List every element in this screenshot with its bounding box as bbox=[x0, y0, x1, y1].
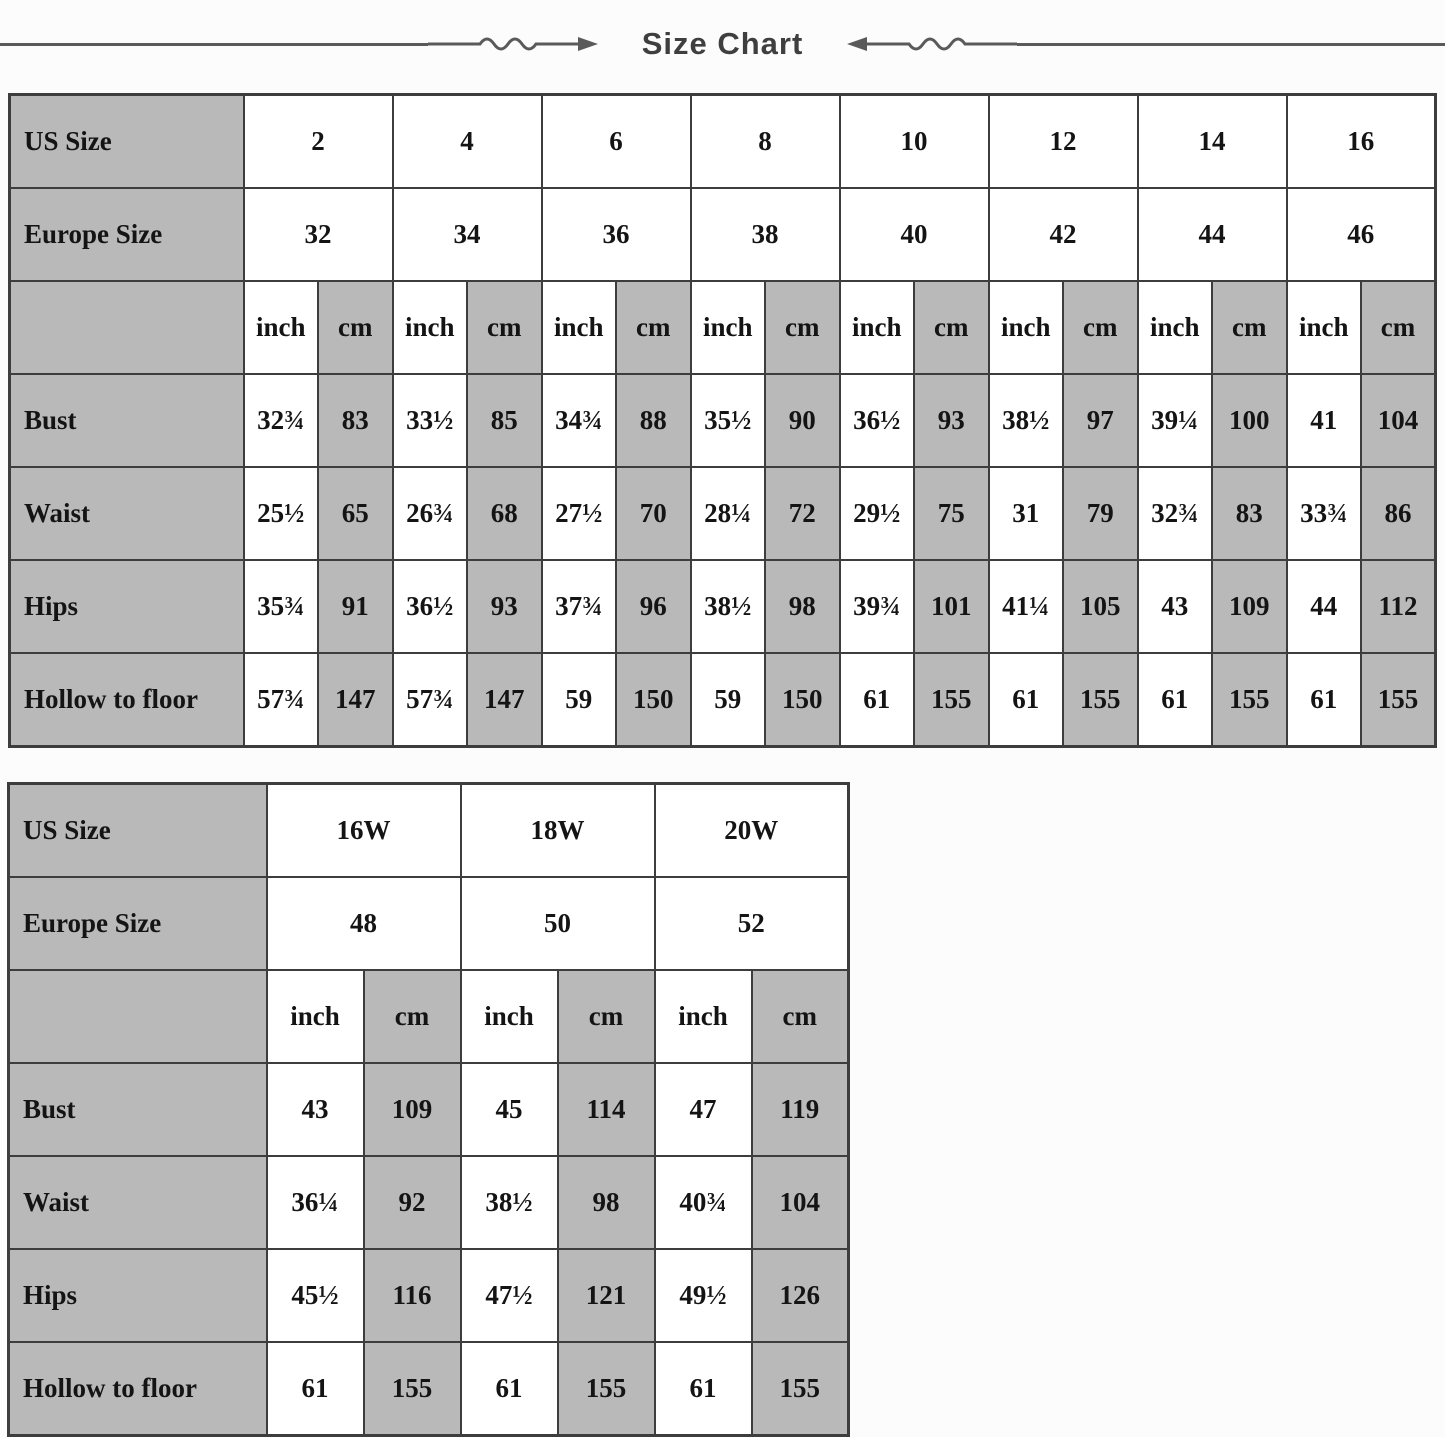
cm-header: cm bbox=[467, 281, 542, 374]
inch-header: inch bbox=[542, 281, 617, 374]
measurement-row bbox=[9, 1063, 849, 1156]
us-size-value: 10 bbox=[840, 95, 989, 189]
inch-header: inch bbox=[1138, 281, 1213, 374]
inch-header: inch bbox=[840, 281, 915, 374]
inch-value: 28¼ bbox=[691, 467, 766, 560]
measurement-label: Bust bbox=[9, 1063, 267, 1156]
inch-header: inch bbox=[393, 281, 468, 374]
cm-value: 68 bbox=[467, 467, 542, 560]
inch-value: 47 bbox=[655, 1063, 752, 1156]
inch-value: 35½ bbox=[691, 374, 766, 467]
inch-value: 49½ bbox=[655, 1249, 752, 1342]
cm-value: 112 bbox=[1361, 560, 1436, 653]
us-size-value: 4 bbox=[393, 95, 542, 189]
cm-value: 79 bbox=[1063, 467, 1138, 560]
measurement-row bbox=[10, 560, 1436, 653]
unit-header-row bbox=[10, 281, 1436, 374]
inch-value: 45½ bbox=[267, 1249, 364, 1342]
inch-value: 35¾ bbox=[244, 560, 319, 653]
inch-value: 29½ bbox=[840, 467, 915, 560]
inch-value: 41 bbox=[1287, 374, 1362, 467]
unit-corner-cell bbox=[9, 970, 267, 1063]
inch-value: 61 bbox=[267, 1342, 364, 1436]
measurement-row bbox=[10, 653, 1436, 747]
inch-value: 40¾ bbox=[655, 1156, 752, 1249]
cm-value: 70 bbox=[616, 467, 691, 560]
cm-header: cm bbox=[1063, 281, 1138, 374]
cm-header: cm bbox=[1212, 281, 1287, 374]
cm-header: cm bbox=[1361, 281, 1436, 374]
inch-value: 59 bbox=[691, 653, 766, 747]
inch-value: 32¾ bbox=[1138, 467, 1213, 560]
cm-value: 155 bbox=[914, 653, 989, 747]
plus-size-table bbox=[7, 782, 850, 1437]
cm-header: cm bbox=[765, 281, 840, 374]
inch-value: 36½ bbox=[840, 374, 915, 467]
europe-size-value: 36 bbox=[542, 188, 691, 281]
cm-header: cm bbox=[616, 281, 691, 374]
europe-size-value: 48 bbox=[267, 877, 461, 970]
cm-value: 72 bbox=[765, 467, 840, 560]
measurement-label: Bust bbox=[10, 374, 244, 467]
squiggle-arrow-left-icon bbox=[845, 30, 1017, 58]
size-table bbox=[7, 782, 850, 1437]
cm-value: 100 bbox=[1212, 374, 1287, 467]
cm-value: 65 bbox=[318, 467, 393, 560]
inch-header: inch bbox=[655, 970, 752, 1063]
inch-value: 44 bbox=[1287, 560, 1362, 653]
inch-value: 27½ bbox=[542, 467, 617, 560]
inch-value: 43 bbox=[267, 1063, 364, 1156]
us-size-label: US Size bbox=[9, 784, 267, 878]
cm-value: 83 bbox=[318, 374, 393, 467]
europe-size-value: 34 bbox=[393, 188, 542, 281]
measurement-row bbox=[9, 1156, 849, 1249]
cm-value: 150 bbox=[616, 653, 691, 747]
cm-header: cm bbox=[364, 970, 461, 1063]
inch-value: 38½ bbox=[461, 1156, 558, 1249]
europe-size-value: 52 bbox=[655, 877, 849, 970]
europe-size-row bbox=[9, 877, 849, 970]
size-table bbox=[8, 93, 1437, 748]
cm-value: 155 bbox=[364, 1342, 461, 1436]
cm-value: 98 bbox=[765, 560, 840, 653]
inch-value: 59 bbox=[542, 653, 617, 747]
inch-value: 25½ bbox=[244, 467, 319, 560]
inch-value: 38½ bbox=[691, 560, 766, 653]
cm-value: 155 bbox=[1361, 653, 1436, 747]
us-size-value: 20W bbox=[655, 784, 849, 878]
measurement-label: Waist bbox=[9, 1156, 267, 1249]
inch-value: 36¼ bbox=[267, 1156, 364, 1249]
inch-value: 39¾ bbox=[840, 560, 915, 653]
us-size-value: 14 bbox=[1138, 95, 1287, 189]
cm-value: 119 bbox=[752, 1063, 849, 1156]
cm-value: 93 bbox=[914, 374, 989, 467]
cm-value: 104 bbox=[1361, 374, 1436, 467]
inch-value: 43 bbox=[1138, 560, 1213, 653]
europe-size-value: 32 bbox=[244, 188, 393, 281]
cm-value: 150 bbox=[765, 653, 840, 747]
squiggle-arrow-right-icon bbox=[428, 30, 600, 58]
europe-size-value: 44 bbox=[1138, 188, 1287, 281]
title-rule-right bbox=[1017, 43, 1445, 46]
cm-value: 86 bbox=[1361, 467, 1436, 560]
inch-value: 26¾ bbox=[393, 467, 468, 560]
cm-value: 83 bbox=[1212, 467, 1287, 560]
page-title: Size Chart bbox=[641, 26, 804, 61]
cm-value: 147 bbox=[467, 653, 542, 747]
measurement-label: Hollow to floor bbox=[10, 653, 244, 747]
inch-value: 34¾ bbox=[542, 374, 617, 467]
europe-size-value: 38 bbox=[691, 188, 840, 281]
cm-value: 109 bbox=[364, 1063, 461, 1156]
us-size-value: 18W bbox=[461, 784, 655, 878]
inch-value: 61 bbox=[989, 653, 1064, 747]
cm-value: 101 bbox=[914, 560, 989, 653]
inch-value: 61 bbox=[461, 1342, 558, 1436]
inch-value: 33¾ bbox=[1287, 467, 1362, 560]
cm-value: 75 bbox=[914, 467, 989, 560]
cm-header: cm bbox=[914, 281, 989, 374]
us-size-value: 6 bbox=[542, 95, 691, 189]
inch-value: 45 bbox=[461, 1063, 558, 1156]
measurement-row bbox=[9, 1249, 849, 1342]
cm-value: 90 bbox=[765, 374, 840, 467]
inch-header: inch bbox=[267, 970, 364, 1063]
inch-value: 31 bbox=[989, 467, 1064, 560]
us-size-row bbox=[10, 95, 1436, 189]
inch-value: 36½ bbox=[393, 560, 468, 653]
europe-size-value: 46 bbox=[1287, 188, 1436, 281]
cm-value: 126 bbox=[752, 1249, 849, 1342]
cm-header: cm bbox=[558, 970, 655, 1063]
inch-value: 33½ bbox=[393, 374, 468, 467]
us-size-label: US Size bbox=[10, 95, 244, 189]
cm-value: 114 bbox=[558, 1063, 655, 1156]
inch-value: 61 bbox=[840, 653, 915, 747]
inch-value: 61 bbox=[655, 1342, 752, 1436]
title-bar bbox=[0, 0, 1445, 88]
inch-header: inch bbox=[691, 281, 766, 374]
measurement-row bbox=[10, 467, 1436, 560]
inch-header: inch bbox=[244, 281, 319, 374]
inch-value: 57¾ bbox=[393, 653, 468, 747]
inch-header: inch bbox=[1287, 281, 1362, 374]
cm-value: 147 bbox=[318, 653, 393, 747]
europe-size-value: 42 bbox=[989, 188, 1138, 281]
cm-value: 104 bbox=[752, 1156, 849, 1249]
measurement-label: Hollow to floor bbox=[9, 1342, 267, 1436]
cm-value: 105 bbox=[1063, 560, 1138, 653]
measurement-row bbox=[9, 1342, 849, 1436]
inch-value: 41¼ bbox=[989, 560, 1064, 653]
inch-value: 57¾ bbox=[244, 653, 319, 747]
cm-value: 155 bbox=[1212, 653, 1287, 747]
europe-size-label: Europe Size bbox=[9, 877, 267, 970]
us-size-value: 2 bbox=[244, 95, 393, 189]
inch-value: 39¼ bbox=[1138, 374, 1213, 467]
measurement-label: Hips bbox=[9, 1249, 267, 1342]
us-size-value: 16 bbox=[1287, 95, 1436, 189]
cm-value: 97 bbox=[1063, 374, 1138, 467]
us-size-value: 8 bbox=[691, 95, 840, 189]
us-size-value: 12 bbox=[989, 95, 1138, 189]
inch-value: 37¾ bbox=[542, 560, 617, 653]
inch-value: 38½ bbox=[989, 374, 1064, 467]
europe-size-row bbox=[10, 188, 1436, 281]
inch-header: inch bbox=[461, 970, 558, 1063]
cm-value: 91 bbox=[318, 560, 393, 653]
cm-header: cm bbox=[752, 970, 849, 1063]
inch-value: 61 bbox=[1287, 653, 1362, 747]
cm-value: 85 bbox=[467, 374, 542, 467]
cm-value: 116 bbox=[364, 1249, 461, 1342]
europe-size-value: 40 bbox=[840, 188, 989, 281]
inch-header: inch bbox=[989, 281, 1064, 374]
cm-value: 155 bbox=[752, 1342, 849, 1436]
cm-value: 121 bbox=[558, 1249, 655, 1342]
cm-value: 96 bbox=[616, 560, 691, 653]
cm-value: 98 bbox=[558, 1156, 655, 1249]
measurement-row bbox=[10, 374, 1436, 467]
unit-corner-cell bbox=[10, 281, 244, 374]
inch-value: 32¾ bbox=[244, 374, 319, 467]
us-size-value: 16W bbox=[267, 784, 461, 878]
measurement-label: Hips bbox=[10, 560, 244, 653]
cm-header: cm bbox=[318, 281, 393, 374]
europe-size-value: 50 bbox=[461, 877, 655, 970]
inch-value: 61 bbox=[1138, 653, 1213, 747]
cm-value: 88 bbox=[616, 374, 691, 467]
cm-value: 155 bbox=[558, 1342, 655, 1436]
us-size-row bbox=[9, 784, 849, 878]
measurement-label: Waist bbox=[10, 467, 244, 560]
unit-header-row bbox=[9, 970, 849, 1063]
inch-value: 47½ bbox=[461, 1249, 558, 1342]
standard-size-table bbox=[8, 93, 1437, 748]
cm-value: 155 bbox=[1063, 653, 1138, 747]
cm-value: 92 bbox=[364, 1156, 461, 1249]
cm-value: 109 bbox=[1212, 560, 1287, 653]
title-rule-left bbox=[0, 43, 428, 46]
cm-value: 93 bbox=[467, 560, 542, 653]
europe-size-label: Europe Size bbox=[10, 188, 244, 281]
